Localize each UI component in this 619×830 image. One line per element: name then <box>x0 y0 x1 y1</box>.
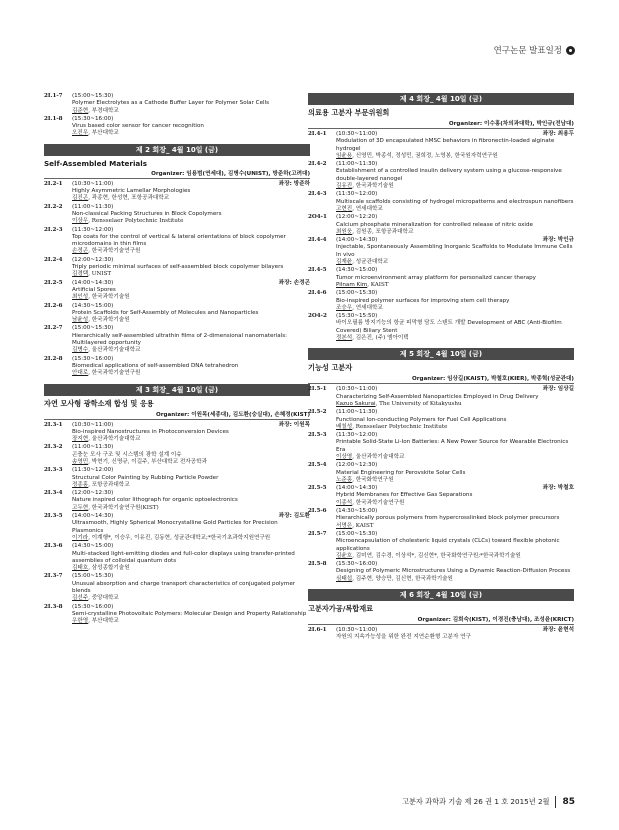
entry-time: (14:30~15:00) <box>72 543 114 550</box>
presenter: 이상영 <box>336 453 353 460</box>
entry-code: 2I.4-5 <box>308 267 327 274</box>
entry-code: 2I.3-4 <box>44 490 63 497</box>
program-entry <box>44 116 310 138</box>
chair-label: 좌장: 박인규 <box>542 237 574 244</box>
entry-code: 2I.1-8 <box>44 115 63 122</box>
session-header: 제 6 회장_ 4월 10일 (금) <box>308 589 574 601</box>
program-entry <box>308 485 574 507</box>
entry-code: 2I.2-2 <box>44 203 63 210</box>
presenter: 장지현 <box>72 436 89 443</box>
entry-time: (15:00~15:30) <box>336 290 378 297</box>
entry-code: 2I.5-2 <box>308 409 327 416</box>
entry-time: (11:30~12:00) <box>72 226 114 233</box>
entry-title: Ultrasmooth, Highly Spherical Monocrystalline Gold Particles for Precision Plasmonics <box>72 520 278 534</box>
session-header: 제 3 회장_ 4월 10일 (금) <box>44 384 310 396</box>
entry-time: (11:30~12:00) <box>336 191 378 198</box>
presenter: 서명은 <box>336 522 353 529</box>
entry-time: (14:30~15:00) <box>72 302 114 309</box>
entry-time: (14:00~14:30) <box>336 237 378 244</box>
entry-code: 2I.1-7 <box>44 93 63 99</box>
program-entry <box>44 257 310 279</box>
entry-title: Artificial Spores <box>72 286 116 293</box>
affiliation: , 한국화학연구원 <box>352 476 394 483</box>
entry-time: (11:30~12:00) <box>336 432 378 439</box>
entry-title: Functional Ion-conducting Polymers for Fuel Cell Applications <box>336 416 507 423</box>
entry-code: 2I.4-3 <box>308 191 327 198</box>
entry-title: Non-classical Packing Structures in Block Copolymers <box>72 210 222 217</box>
entry-authors <box>336 206 574 213</box>
entry-time: (12:00~12:30) <box>72 256 114 263</box>
entry-time: (14:00~14:30) <box>72 513 114 520</box>
entry-authors <box>72 482 310 489</box>
entry-time: (15:00~15:30) <box>72 93 114 99</box>
presenter: 송영민 <box>72 458 89 465</box>
entry-time: (10:30~11:00) <box>72 421 114 428</box>
program-entry <box>44 543 310 572</box>
entry-title: 자원의 지속가능성을 위한 완전 지연순환형 고분자 연구 <box>336 634 471 641</box>
entry-time: (10:30~11:00) <box>336 131 378 137</box>
entry-time: (12:00~12:30) <box>336 462 378 469</box>
affiliation: , Rensselaer Polytechnic Institute <box>352 423 448 430</box>
entry-code: 2I.4-1 <box>308 131 327 137</box>
session-subject: 자연 모사형 광학소재 합성 및 응용 <box>44 398 154 408</box>
entry-authors <box>336 424 574 431</box>
chair-label: 좌장: 손정곤 <box>278 279 310 286</box>
affiliation: , The University of Kitakyushu <box>375 400 462 407</box>
entry-authors <box>72 294 310 301</box>
program-entry <box>44 444 310 466</box>
entry-time: (15:30~16:00) <box>72 355 114 362</box>
affiliation: , 김원종, 포항공과대학교 <box>352 228 414 235</box>
presenter: 손정곤 <box>72 248 89 255</box>
entry-title: Calcium phosphate mineralization for controlled release of nitric oxide <box>336 221 533 228</box>
entry-time: (11:00~11:30) <box>336 409 378 416</box>
entry-title: Printable Solid-State Li-Ion Batteries: A New Power Source for Wearable Electronics Era <box>336 439 569 453</box>
entry-title: Protein Scaffolds for Self-Assembly of Molecules and Nanoparticles <box>72 309 259 316</box>
program-entry <box>308 386 574 408</box>
affiliation: , 한국과학기술원 <box>88 294 130 301</box>
entry-authors <box>336 229 574 236</box>
program-entry <box>44 181 310 203</box>
entry-title: Microencapsulation of cholesteric liquid crystals (CLCs) toward flexible photonic applications <box>336 538 560 552</box>
entry-authors <box>72 459 310 466</box>
presenter: 김경택 <box>72 271 89 278</box>
presenter: 김진곤 <box>72 195 89 202</box>
session-organizer: Organizer: 이수홍(차의과대학), 박인규(전남대) <box>308 119 574 129</box>
session-organizer: Organizer: 임용범(연세대), 김병수(UNIST), 방준하(고려대) <box>44 169 310 179</box>
affiliation: , 신영민, 박종석, 정성민, 권희정, 노영봉, 한국원자력연구원 <box>352 152 498 159</box>
program-entry <box>308 191 574 213</box>
entry-title: Bio-inspired polymer surfaces for improving stem cell therapy <box>336 297 510 304</box>
entry-code: 2I.5-4 <box>308 462 327 469</box>
entry-title: Virus based color sensor for cancer recognition <box>72 123 204 130</box>
entry-time: (15:30~16:00) <box>72 603 114 610</box>
program-entry <box>44 490 310 512</box>
affiliation: , KAIST <box>352 522 374 529</box>
entry-authors <box>72 195 310 202</box>
chair-label: 좌장: 박철호 <box>542 485 574 492</box>
entry-title: Characterizing Self-Assembled Nanoparticles Employed in Drug Delivery <box>336 393 539 400</box>
affiliation: , 박현기, 신명규, 이길주, 부산대학교 전자공학과 <box>88 458 207 465</box>
entry-time: (15:00~15:30) <box>336 530 378 537</box>
presenter: 김태호 <box>72 565 89 572</box>
affiliation: , 한국과학기술원 <box>88 317 130 324</box>
entry-code: 2I.2-7 <box>44 325 63 332</box>
presenter: 고두현 <box>72 504 89 511</box>
session-organizer: Organizer: 임상길(KAIST), 박철호(KIER), 박종혁(성균관대) <box>308 374 574 384</box>
session-organizer: Organizer: 김희숙(KIST), 이경진(충남대), 조성윤(KRICT) <box>308 615 574 625</box>
affiliation: , 한국과학기술연구원 <box>352 499 405 506</box>
affiliation: , 연세대학교 <box>352 304 383 311</box>
entry-code: 2I.2-8 <box>44 355 63 362</box>
affiliation: , 이계행*, 이승우, 이유진, 김동현, 성균관대학교;*한국기초과학지원연구원 <box>88 534 271 541</box>
entry-code: 2I.5-3 <box>308 432 327 439</box>
entry-time: (11:30~12:00) <box>72 467 114 474</box>
entry-time: (15:30~16:00) <box>336 561 378 568</box>
affiliation: , 울산과학기술대학교 <box>88 436 141 443</box>
entry-title: Polymer Electrolytes as a Cathode Buffer Layer for Polymer Solar Cells <box>72 100 270 107</box>
program-entry <box>44 513 310 542</box>
entry-code: 2I.3-7 <box>44 573 63 580</box>
entry-code: 2I.3-2 <box>44 444 63 451</box>
entry-authors <box>72 108 310 115</box>
entry-authors <box>72 130 310 137</box>
session-subject: 기능성 고분자 <box>308 363 353 373</box>
header-title: 연구논문 발표일정 <box>493 46 562 56</box>
presenter: 오진우 <box>72 130 89 137</box>
affiliation: , 부경대학교 <box>88 107 119 114</box>
session-header: 제 5 회장_ 4월 10일 (금) <box>308 348 574 360</box>
entry-code: 2I.3-1 <box>44 421 63 428</box>
presenter: 최인성 <box>72 294 89 301</box>
entry-code: 2I.5-6 <box>308 508 327 515</box>
affiliation: , 부산대학교 <box>88 618 119 625</box>
entry-code: 2I.3-5 <box>44 513 63 520</box>
entry-code: 2I.4-6 <box>308 290 327 297</box>
entry-time: (15:00~15:30) <box>72 573 114 580</box>
presenter: 최원웅 <box>336 228 353 235</box>
entry-authors <box>72 218 310 225</box>
affiliation: , Rensselaer Polytechnic Institute <box>88 218 184 225</box>
affiliation: , 울산과학기술대학교 <box>352 453 405 460</box>
session-header: 제 4 회장_ 4월 10일 (금) <box>308 93 574 105</box>
entry-title: Top coats for the control of vertical & lateral orientations of block copolymer microdomains in thin films <box>72 233 286 248</box>
affiliation: , 한국과학기술원 <box>352 183 394 190</box>
entry-authors <box>336 335 574 342</box>
entry-title: Multi-stacked light-emitting diodes and full-color displays using transfer-printed assemblies of colloidal quantum dots <box>72 550 295 564</box>
page-footer <box>402 796 575 808</box>
entry-title: Multiscale scaffolds consisting of hydrogel micropatterns and electrospun nanofibers <box>336 198 574 205</box>
program-entry <box>44 604 310 626</box>
entry-authors <box>72 595 310 602</box>
entry-authors <box>336 500 574 507</box>
entry-time: (15:00~15:30) <box>72 325 114 332</box>
entry-title: Modulation of 3D encapsulated hMSC behaviors in fibronectin-loaded alginate hydrogel <box>336 138 555 152</box>
program-entry <box>308 462 574 484</box>
session-subject: 고분자가공/복합재료 <box>308 604 374 614</box>
entry-time: (11:00~11:30) <box>72 203 114 210</box>
presenter: 이기라 <box>72 534 89 541</box>
entry-time: (14:30~15:00) <box>336 508 378 515</box>
program-entry <box>308 627 574 642</box>
entry-title: Establishment of a controlled insulin delivery system using a glucose-responsive double-layered nanogel <box>336 168 562 182</box>
entry-authors <box>336 282 574 289</box>
entry-code: 2I.6-1 <box>308 627 327 634</box>
entry-title: Hierarchically porous polymers from hypercrosslinked block polymer precursors <box>336 515 560 522</box>
entry-time: (14:30~15:00) <box>336 267 378 274</box>
affiliation: , 포항공과대학교 <box>88 481 130 488</box>
chair-label: 좌장: 이원목 <box>278 421 310 428</box>
session-subject: 의료용 고분자 부문위원회 <box>308 108 390 117</box>
entry-time: (12:00~12:30) <box>72 490 114 497</box>
program-entry <box>308 290 574 312</box>
presenter: 안대로 <box>72 370 89 377</box>
affiliation: , 중앙대학교 <box>88 595 119 602</box>
entry-title: Material Engineering for Perovskite Solar Cells <box>336 469 466 476</box>
entry-authors <box>72 565 310 572</box>
presenter: 김유진 <box>336 183 353 190</box>
entry-authors <box>72 370 310 377</box>
presenter: 김준현 <box>72 107 89 114</box>
affiliation: , KAIST <box>367 281 389 288</box>
program-entry <box>308 313 574 342</box>
presenter: 김재윤 <box>336 259 353 266</box>
entry-code: 2I.2-6 <box>44 302 63 309</box>
session-organizer: Organizer: 이원목(세종대), 김도환(숭실대), 손혜정(KIST) <box>44 410 310 420</box>
affiliation: , UNIST <box>88 271 112 278</box>
program-entry <box>44 303 310 325</box>
affiliation: , 곽종현, 한성현, 포항공과대학교 <box>88 195 170 202</box>
entry-title: 곤충눈 모사 구조 및 시스템의 광학 설계 이슈 <box>72 451 182 458</box>
program-entry <box>44 93 310 115</box>
entry-title: Triply periodic minimal surfaces of self-assembled block copolymer bilayers <box>72 264 284 271</box>
presenter: 임윤용 <box>336 152 353 159</box>
entry-authors <box>72 505 310 512</box>
program-entry <box>308 432 574 461</box>
entry-authors <box>336 153 574 160</box>
entry-code: 2I.5-1 <box>308 386 327 393</box>
entry-code: 2I.3-3 <box>44 467 63 474</box>
entry-code: 2I.2-1 <box>44 180 63 187</box>
entry-time: (10:30~11:00) <box>72 180 114 187</box>
program-entry <box>44 467 310 489</box>
entry-authors <box>336 401 574 408</box>
presenter: 배칠성 <box>336 423 353 430</box>
affiliation: , 울산과학기술대학교 <box>88 347 141 354</box>
chair-label: 좌장: 최용두 <box>542 131 574 137</box>
entry-title: Biomedical applications of self-assembled DNA tetrahedron <box>72 362 239 369</box>
entry-authors <box>72 248 310 255</box>
program-entry <box>44 325 310 354</box>
program-entry <box>308 561 574 583</box>
footer-divider <box>555 796 556 808</box>
entry-authors <box>336 576 574 583</box>
presenter: 정본석 <box>336 335 353 342</box>
entry-time: (15:30~15:50) <box>336 313 378 320</box>
entry-title: Bio-inspired Nanostructures in Photoconversion Devices <box>72 428 229 435</box>
presenter: 이상우 <box>72 218 89 225</box>
presenter: 심태섭 <box>336 575 353 582</box>
affiliation: , 부산대학교 <box>88 130 119 137</box>
entry-time: (14:00~14:30) <box>72 279 114 286</box>
entry-title: Designing of Polymeric Microstructures Using a Dynamic Reaction-Diffusion Process <box>336 568 571 575</box>
entry-time: (10:30~11:00) <box>336 386 378 393</box>
affiliation: , 성균관대학교 <box>352 259 389 266</box>
entry-title: Tumor microenvironment array platform for personalizd cancer therapy <box>336 274 536 281</box>
program-entry <box>44 573 310 602</box>
entry-time: (14:00~14:30) <box>336 485 378 492</box>
chair-label: 좌장: 윤현석 <box>542 627 574 634</box>
presenter: 노준홍 <box>336 476 353 483</box>
bullet-icon <box>566 46 575 55</box>
presenter: 남윤성 <box>72 317 89 324</box>
entry-code: 2I.3-6 <box>44 543 63 550</box>
entry-time: (15:30~16:00) <box>72 115 114 122</box>
program-entry <box>44 204 310 226</box>
chair-label: 좌장: 방준하 <box>278 180 310 187</box>
journal-info: 고분자 과학과 기술 제 26 권 1 호 2015년 2월 <box>402 797 550 806</box>
entry-title: Highly Asymmetric Lamellar Morphologies <box>72 188 191 195</box>
presenter: 김병수 <box>72 347 89 354</box>
entry-title: Unusual absorption and charge transport characteristics of conjugated polymer blends <box>72 580 296 595</box>
entry-time: (11:00~11:30) <box>72 444 114 451</box>
entry-time: (11:00~11:30) <box>336 161 378 168</box>
entry-time: (10:30~11:00) <box>336 627 378 634</box>
program-entry <box>44 227 310 256</box>
entry-title: 바이오필름 방지기능의 항균 피막형 담도 스텐트 개발 Development of ABC (Anti-Biofilm Covered) Biliary Stent <box>336 320 562 334</box>
program-entry <box>308 409 574 431</box>
program-entry <box>308 161 574 190</box>
entry-title: Hierarchically self-assembled ultrathin films of 2-dimensional nanomaterials: Multilayered opportunity <box>72 332 288 347</box>
entry-authors <box>72 436 310 443</box>
program-entry <box>44 422 310 444</box>
entry-title: Structural Color Painting by Rubbing Particle Powder <box>72 474 219 481</box>
entry-title: Semi-crystalline Photovoltaic Polymers: Molecular Design and Property Relationship <box>72 610 307 617</box>
session-subject: Self-Assembled Materials <box>44 158 148 168</box>
left-column <box>44 93 310 627</box>
entry-authors <box>72 347 310 354</box>
affiliation: , 김미연, 김수경, 이상석*, 김신현*, 한국화학연구원;*한국과학기술원 <box>352 552 521 559</box>
entry-time: (12:00~12:20) <box>336 214 378 221</box>
program-entry <box>308 214 574 236</box>
program-entry <box>308 267 574 289</box>
presenter: Kazuo Sakurai <box>336 400 376 407</box>
entry-code: 2O4-2 <box>308 313 327 320</box>
entry-authors <box>72 618 310 625</box>
entry-code: 2I.5-5 <box>308 485 327 492</box>
affiliation: , 연세대학교 <box>352 205 383 212</box>
presenter: 이종석 <box>336 499 353 506</box>
session-header: 제 2 회장_ 4월 10일 (금) <box>44 144 310 156</box>
presenter: Pilnam Kim <box>336 281 368 288</box>
affiliation: , 김은진, (주) 엠아이텍 <box>352 335 409 342</box>
program-entry <box>308 531 574 560</box>
entry-code: 2I.2-4 <box>44 256 63 263</box>
entry-authors <box>336 477 574 484</box>
entry-authors <box>336 259 574 266</box>
presenter: 고현진 <box>336 205 353 212</box>
entry-authors <box>72 271 310 278</box>
entry-code: 2I.4-2 <box>308 161 327 168</box>
entry-title: Nature inspired color lithograph for organic optoelectronics <box>72 497 238 504</box>
affiliation: , 한국과학기술연구원 <box>88 248 141 255</box>
program-entry <box>44 280 310 302</box>
presenter: 김윤호 <box>336 552 353 559</box>
chair-label: 좌장: 김도환 <box>278 513 310 520</box>
right-column <box>308 93 574 643</box>
entry-authors <box>336 305 574 312</box>
affiliation: , 삼성종합기술원 <box>88 565 130 572</box>
entry-code: 2I.2-5 <box>44 279 63 286</box>
entry-code: 2O4-1 <box>308 214 327 221</box>
entry-authors <box>336 454 574 461</box>
affiliation: , 한국과학기술연구원(KIST) <box>88 504 159 511</box>
presenter: 김선주 <box>72 595 89 602</box>
entry-title: Hybrid Membranes for Effective Gas Separations <box>336 492 473 499</box>
program-entry <box>308 131 574 160</box>
program-entry <box>308 237 574 266</box>
chair-label: 좌장: 임상길 <box>542 386 574 393</box>
entry-code: 2I.5-8 <box>308 561 327 568</box>
affiliation: , 한국과학기술연구원 <box>88 370 141 377</box>
page-header <box>494 44 575 56</box>
entry-code: 2I.4-4 <box>308 237 327 244</box>
program-entry <box>308 508 574 530</box>
entry-authors <box>336 183 574 190</box>
entry-authors <box>336 553 574 560</box>
presenter: 정종홍 <box>72 481 89 488</box>
presenter: 조승우 <box>336 304 353 311</box>
entry-authors <box>336 523 574 530</box>
entry-code: 2I.5-7 <box>308 530 327 537</box>
page-number: 85 <box>562 797 575 807</box>
entry-authors <box>72 317 310 324</box>
affiliation: , 김주현, 양승만, 김신현, 한국과학기술원 <box>352 575 453 582</box>
presenter: 우한영 <box>72 618 89 625</box>
entry-authors <box>72 535 310 542</box>
entry-title: Injectable, Spontaneously Assembling Inorganic Scaffolds to Modulate Immune Cells In vivo <box>336 244 573 258</box>
entry-code: 2I.2-3 <box>44 226 63 233</box>
program-entry <box>44 356 310 378</box>
entry-code: 2I.3-8 <box>44 603 63 610</box>
